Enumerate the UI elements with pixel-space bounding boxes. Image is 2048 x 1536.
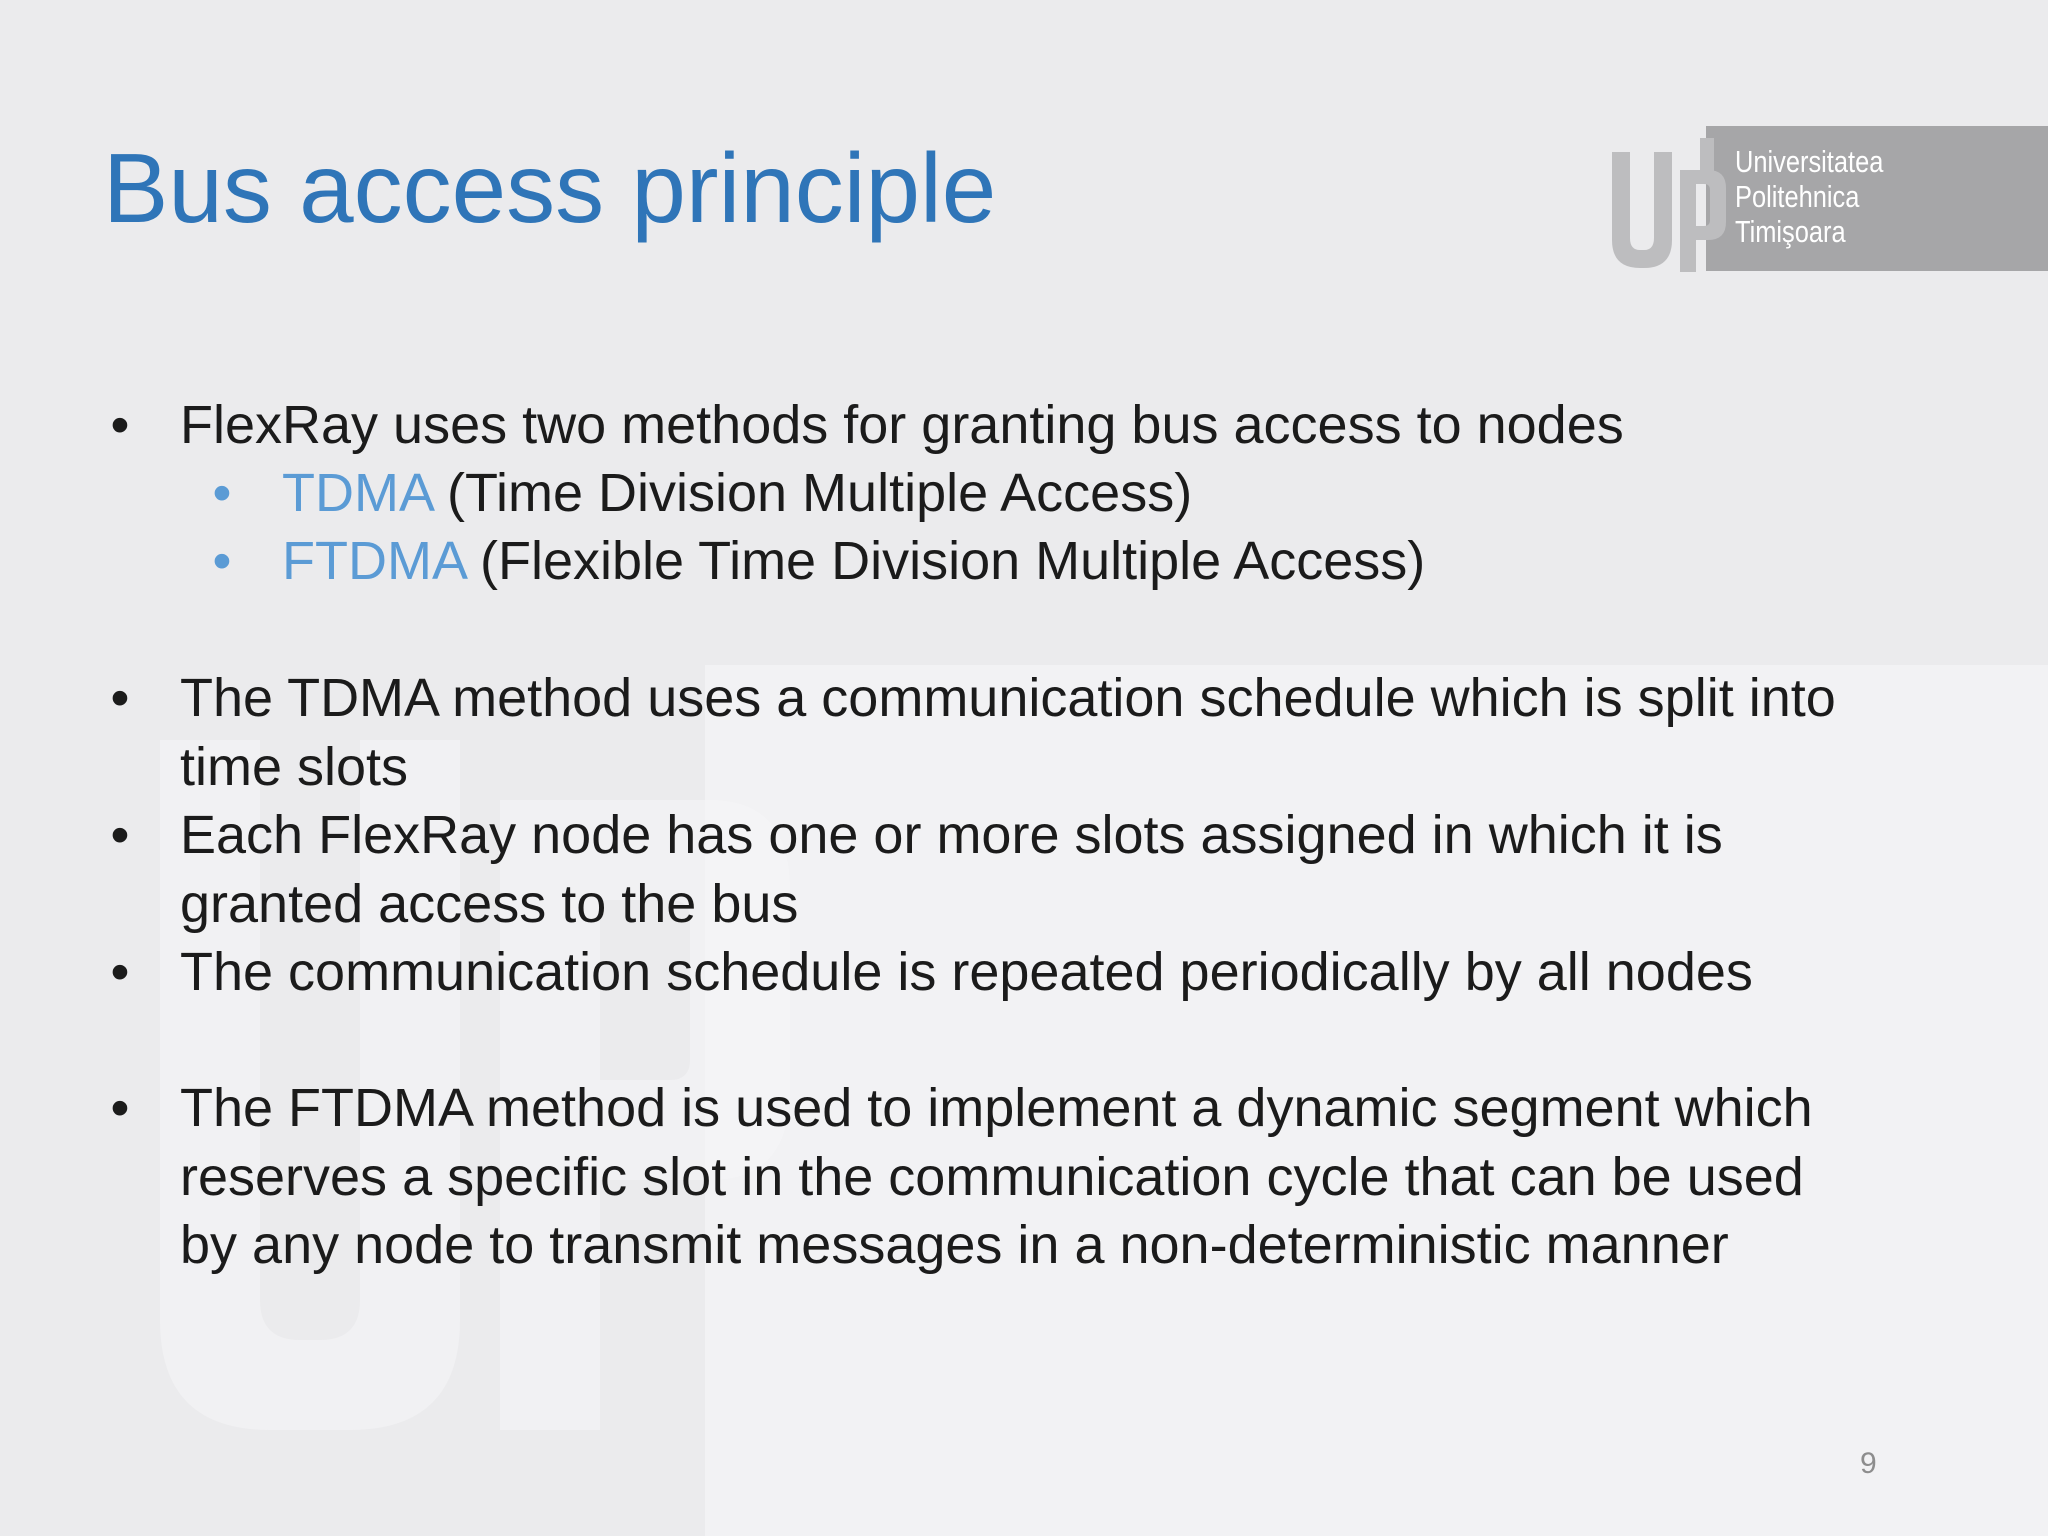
logo-line-1: Universitatea bbox=[1735, 144, 1884, 179]
sub-bullet-dot: • bbox=[212, 531, 232, 591]
bullet-text-cont: granted access to the bus bbox=[180, 873, 799, 934]
bullet-text: Each FlexRay node has one or more slots assigned in which it is bbox=[180, 805, 1723, 865]
logo-line-2: Politehnica bbox=[1735, 179, 1860, 214]
upt-logo-icon bbox=[1610, 138, 1730, 272]
bullet-item bbox=[110, 1074, 1960, 1280]
sub-bullet-desc: (Flexible Time Division Multiple Access) bbox=[465, 531, 1426, 591]
bullet-dot: • bbox=[110, 395, 130, 455]
bullet-item bbox=[110, 938, 1960, 1007]
bullet-text-cont: time slots bbox=[180, 736, 409, 797]
sub-bullet-dot: • bbox=[212, 463, 232, 523]
bullet-text-cont: by any node to transmit messages in a non-deterministic manner bbox=[180, 1215, 1729, 1275]
bullet-dot: • bbox=[110, 942, 130, 1002]
sub-bullet-term: TDMA bbox=[282, 463, 433, 523]
sub-bullet-term: FTDMA bbox=[282, 531, 465, 591]
bullet-text: FlexRay uses two methods for granting bus access to nodes bbox=[180, 395, 1624, 455]
bullet-text: The communication schedule is repeated periodically by all nodes bbox=[180, 942, 1753, 1002]
bullet-dot: • bbox=[110, 668, 130, 728]
logo-line-3: Timişoara bbox=[1735, 214, 1846, 249]
bullet-dot: • bbox=[110, 1078, 130, 1138]
logo-text bbox=[1735, 144, 1940, 249]
bullet-item bbox=[110, 664, 1960, 801]
page-number: 9 bbox=[1860, 1447, 1877, 1480]
bullet-item bbox=[110, 801, 1960, 938]
bullet-dot: • bbox=[110, 805, 130, 865]
bullet-text-cont: reserves a specific slot in the communication cycle that can be used bbox=[180, 1146, 1804, 1207]
bullet-text: The TDMA method uses a communication schedule which is split into bbox=[180, 668, 1836, 728]
sub-bullet-desc: (Time Division Multiple Access) bbox=[432, 463, 1193, 523]
slide-title: Bus access principle bbox=[103, 133, 997, 243]
bullet-text: The FTDMA method is used to implement a dynamic segment which bbox=[180, 1078, 1813, 1138]
bullet-item bbox=[110, 391, 1960, 460]
sub-bullet-item bbox=[212, 459, 1882, 528]
university-logo bbox=[1610, 126, 2048, 271]
sub-bullet-item bbox=[212, 527, 1882, 596]
